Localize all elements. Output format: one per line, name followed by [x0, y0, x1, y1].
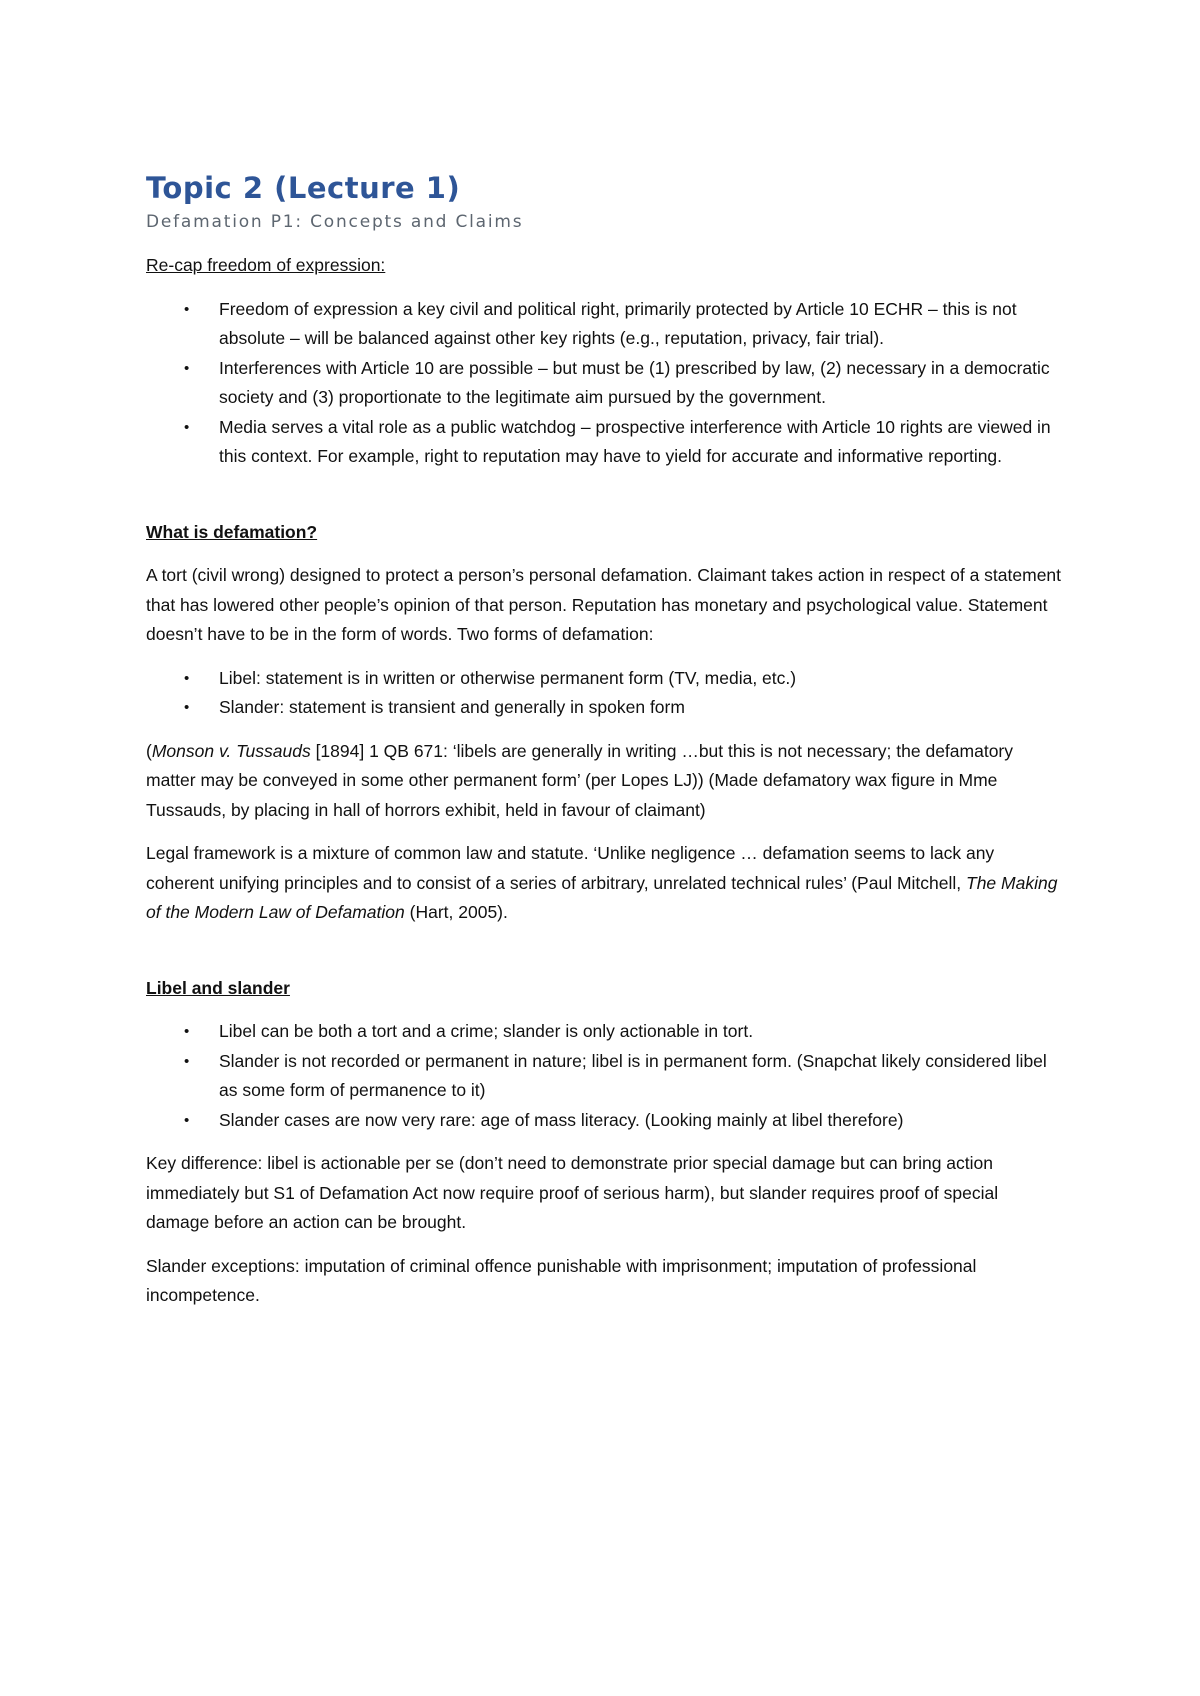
document-subtitle: Defamation P1: Concepts and Claims [146, 212, 524, 232]
bullet-icon: • [184, 1023, 190, 1040]
document-title: Topic 2 (Lecture 1) [146, 171, 461, 205]
section-heading-libel-slander: Libel and slander [146, 977, 290, 998]
bullet-icon: • [184, 699, 190, 716]
bullet-icon: • [184, 1111, 190, 1129]
document-body [146, 168, 1064, 1311]
list-item: • Slander: statement is transient and generally in spoken form [146, 693, 1064, 723]
list-item: • Libel: statement is in written or otherwise permanent form (TV, media, etc.) [146, 664, 1064, 694]
slander-exceptions-paragraph: Slander exceptions: imputation of criminal offence punishable with imprisonment; imputation of professional incompetence. [146, 1255, 977, 1305]
libel-slander-list [146, 1017, 1064, 1135]
bullet-icon: • [184, 359, 190, 377]
list-item: • Libel can be both a tort and a crime; slander is only actionable in tort. [146, 1017, 1064, 1047]
monson-case-paragraph: (Monson v. Tussauds [1894] 1 QB 671: ‘libels are generally in writing …but this is not necessary; the defamatory matter may be conveyed in some other permanent form’ (per Lopes LJ)) (Made defamatory wax figure in Mme Tussauds, by placing in hall of horrors exhibit, held in favour of claimant) [146, 740, 1014, 820]
bullet-icon: • [184, 300, 190, 318]
bullet-icon: • [184, 418, 190, 436]
recap-bullet-list [146, 295, 1064, 472]
defamation-forms-list [146, 664, 1064, 723]
bullet-icon: • [184, 669, 190, 687]
legal-framework-paragraph: Legal framework is a mixture of common law and statute. ‘Unlike negligence … defamation seems to lack any coherent unifying principles and to consist of a series of arbitrary, unrelated technical rules’ (Paul Mitchell, The Making of the Modern Law of Defamation (Hart, 2005). [146, 843, 1058, 922]
bullet-icon: • [184, 1052, 190, 1070]
list-item: • Freedom of expression a key civil and political right, primarily protected by Article 10 ECHR – this is not absolute – will be balanced against other key rights (e.g., reputation, privacy, fair trial). [146, 295, 1064, 354]
recap-heading: Re-cap freedom of expression: [146, 255, 386, 275]
list-item: • Slander cases are now very rare: age of mass literacy. (Looking mainly at libel therefore) [146, 1106, 1064, 1136]
section-heading-defamation: What is defamation? [146, 521, 318, 542]
case-name: Monson v. Tussauds [151, 740, 311, 761]
book-title: The Making of the Modern Law of Defamation [146, 872, 1058, 922]
list-item: • Slander is not recorded or permanent in nature; libel is in permanent form. (Snapchat likely considered libel as some form of permanence to it) [146, 1047, 1064, 1106]
list-item: • Interferences with Article 10 are possible – but must be (1) prescribed by law, (2) necessary in a democratic society and (3) proportionate to the legitimate aim pursued by the government. [146, 354, 1064, 413]
list-item: • Media serves a vital role as a public watchdog – prospective interference with Article 10 rights are viewed in this context. For example, right to reputation may have to yield for accurate and informative reporting. [146, 413, 1064, 472]
key-difference-paragraph: Key difference: libel is actionable per se (don’t need to demonstrate prior special damage but can bring action immediately but S1 of Defamation Act now require proof of serious harm), but slander requires proof of special damage before an action can be brought. [146, 1153, 999, 1232]
defamation-paragraph: A tort (civil wrong) designed to protect a person’s personal defamation. Claimant takes action in respect of a statement that has lowered other people’s opinion of that person. Reputation has monetary and psychological value. Statement doesn’t have to be in the form of words. Two forms of defamation: [146, 565, 1062, 644]
